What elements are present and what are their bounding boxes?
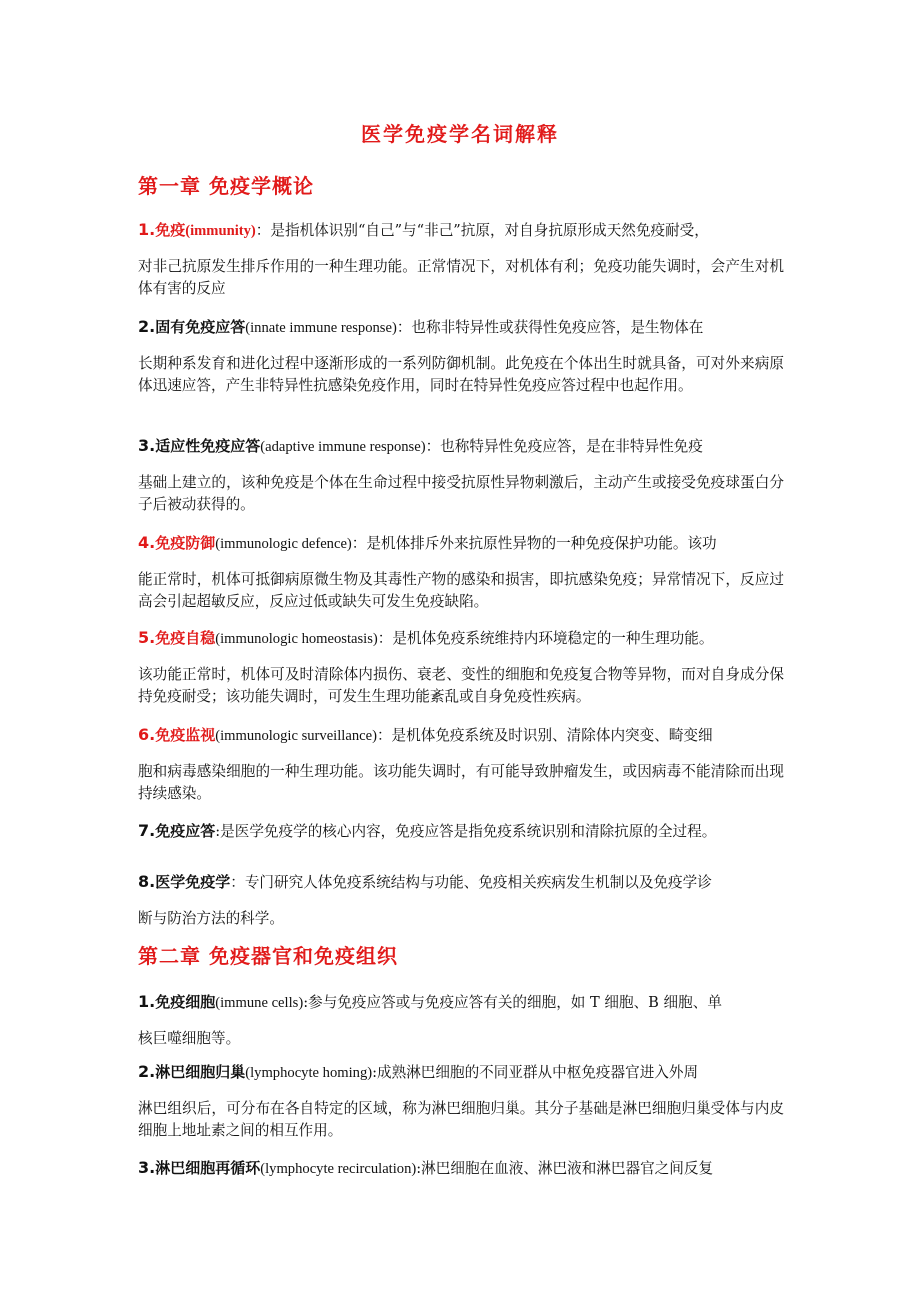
entry-immunologic-homeostasis: [138, 627, 784, 708]
entry-first-line: [138, 316, 784, 339]
chapter-heading-2: 第二章 免疫器官和免疫组织: [138, 944, 398, 968]
entry-first-line: [138, 219, 784, 242]
entry-definition-rest: 能正常时，机体可抵御病原微生物及其毒性产物的感染和损害，即抗感染免疫；异常情况下，反应过高会引起超敏反应，反应过低或缺失可发生免疫缺陷。: [138, 571, 784, 610]
entry-first-line: [138, 820, 784, 843]
entry-definition-rest: 该功能正常时，机体可及时清除体内损伤、衰老、变性的细胞和免疫复合物等异物，而对自身成分保持免疫耐受；该功能失调时，可发生生理功能紊乱或自身免疫性疾病。: [138, 666, 784, 705]
entry-definition-start: ：也称非特异性或获得性免疫应答，是生物体在: [396, 319, 704, 336]
entry-first-line: [138, 435, 784, 458]
entry-immunity: [138, 219, 784, 300]
entry-definition-start: ：是机体免疫系统及时识别、清除体内突变、畸变细: [376, 727, 713, 744]
chapter-heading-1: 第一章 免疫学概论: [138, 174, 314, 198]
entry-term: 免疫防御: [155, 534, 216, 552]
entry-english-term: (lymphocyte recirculation): [260, 1161, 417, 1177]
entry-number: 3.: [138, 1158, 156, 1177]
entry-definition-start: :参与免疫应答或与免疫应答有关的细胞，如 T 细胞、B 细胞、单: [303, 994, 722, 1011]
entry-definition-start: ：专门研究人体免疫系统结构与功能、免疫相关疾病发生机制以及免疫学诊: [230, 874, 712, 891]
entry-definition-rest: 基础上建立的，该种免疫是个体在生命过程中接受抗原性异物刺激后，主动产生或接受免疫球蛋白分子后被动获得的。: [138, 474, 784, 513]
entry-first-line: [138, 627, 784, 650]
entry-term: 淋巴细胞归巢: [155, 1063, 246, 1081]
entry-english-term: (immune cells): [215, 995, 304, 1011]
entry-english-term: (adaptive immune response): [260, 439, 426, 455]
entry-english-term: (immunologic homeostasis): [215, 631, 378, 647]
entry-term: 淋巴细胞再循环: [155, 1159, 261, 1177]
entry-number: 8.: [138, 872, 156, 891]
entry-definition-start: ：是指机体识别“自己”与“非己”抗原，对自身抗原形成天然免疫耐受，: [255, 222, 709, 239]
entry-number: 7.: [138, 821, 156, 840]
entry-number: 1.: [138, 220, 156, 239]
entry-english-term: (immunologic surveillance): [215, 728, 377, 744]
entry-definition-start: ：是机体免疫系统维持内环境稳定的一种生理功能。: [377, 630, 714, 647]
entry-term: 医学免疫学: [155, 873, 231, 891]
entry-definition-rest: 断与防治方法的科学。: [138, 910, 284, 927]
entry-definition-rest: 淋巴组织后，可分布在各自特定的区域，称为淋巴细胞归巢。其分子基础是淋巴细胞归巢受体与内皮细胞上地址素之间的相互作用。: [138, 1100, 784, 1139]
page-title: 医学免疫学名词解释: [361, 122, 559, 146]
entry-lymphocyte-homing: [138, 1061, 784, 1142]
entry-medical-immunology: [138, 871, 784, 930]
entry-immune-cells: [138, 991, 784, 1050]
entry-definition-rest: 对非己抗原发生排斥作用的一种生理功能。正常情况下，对机体有利；免疫功能失调时，会产生对机体有害的反应: [138, 258, 784, 297]
entry-first-line: [138, 724, 784, 747]
entry-number: 2.: [138, 317, 156, 336]
entry-number: 1.: [138, 992, 156, 1011]
entry-term: 免疫应答: [155, 822, 216, 840]
entry-number: 5.: [138, 628, 156, 647]
entry-number: 2.: [138, 1062, 156, 1081]
entry-immune-response: [138, 820, 784, 843]
entry-term: 免疫细胞: [155, 993, 216, 1011]
entry-number: 6.: [138, 725, 156, 744]
entry-first-line: [138, 871, 784, 894]
entry-definition-start: :是医学免疫学的核心内容，免疫应答是指免疫系统识别和清除抗原的全过程。: [215, 823, 717, 840]
entry-first-line: [138, 991, 784, 1014]
entry-lymphocyte-recirculation: [138, 1157, 784, 1180]
entry-definition-start: ：也称特异性免疫应答，是在非特异性免疫: [425, 438, 703, 455]
entry-definition-start: :淋巴细胞在血液、淋巴液和淋巴器官之间反复: [416, 1160, 714, 1177]
entry-english-term: (immunologic defence): [215, 536, 352, 552]
entry-definition-start: :成熟淋巴细胞的不同亚群从中枢免疫器官进入外周: [372, 1064, 699, 1081]
entry-first-line: [138, 1061, 784, 1084]
entry-definition-rest: 核巨噬细胞等。: [138, 1030, 241, 1047]
entry-english-term: (lymphocyte homing): [245, 1065, 373, 1081]
entry-definition-rest: 长期种系发育和进化过程中逐渐形成的一系列防御机制。此免疫在个体出生时就具备，可对外来病原体迅速应答，产生非特异性抗感染免疫作用，同时在特异性免疫应答过程中也起作用。: [138, 355, 784, 394]
entry-first-line: [138, 1157, 784, 1180]
entry-adaptive-immune-response: [138, 435, 784, 516]
entry-term: 适应性免疫应答: [155, 437, 261, 455]
entry-english-term: (immunity): [185, 223, 256, 239]
entry-number: 3.: [138, 436, 156, 455]
entry-number: 4.: [138, 533, 156, 552]
entry-immunologic-defence: [138, 532, 784, 613]
entry-term: 固有免疫应答: [155, 318, 246, 336]
entry-immunologic-surveillance: [138, 724, 784, 805]
entry-english-term: (innate immune response): [245, 320, 397, 336]
entry-definition-start: ：是机体排斥外来抗原性异物的一种免疫保护功能。该功: [351, 535, 717, 552]
entry-first-line: [138, 532, 784, 555]
entry-term: 免疫监视: [155, 726, 216, 744]
entry-definition-rest: 胞和病毒感染细胞的一种生理功能。该功能失调时，有可能导致肿瘤发生，或因病毒不能清除而出现持续感染。: [138, 763, 784, 802]
entry-term: 免疫: [155, 221, 186, 239]
entry-innate-immune-response: [138, 316, 784, 397]
entry-term: 免疫自稳: [155, 629, 216, 647]
